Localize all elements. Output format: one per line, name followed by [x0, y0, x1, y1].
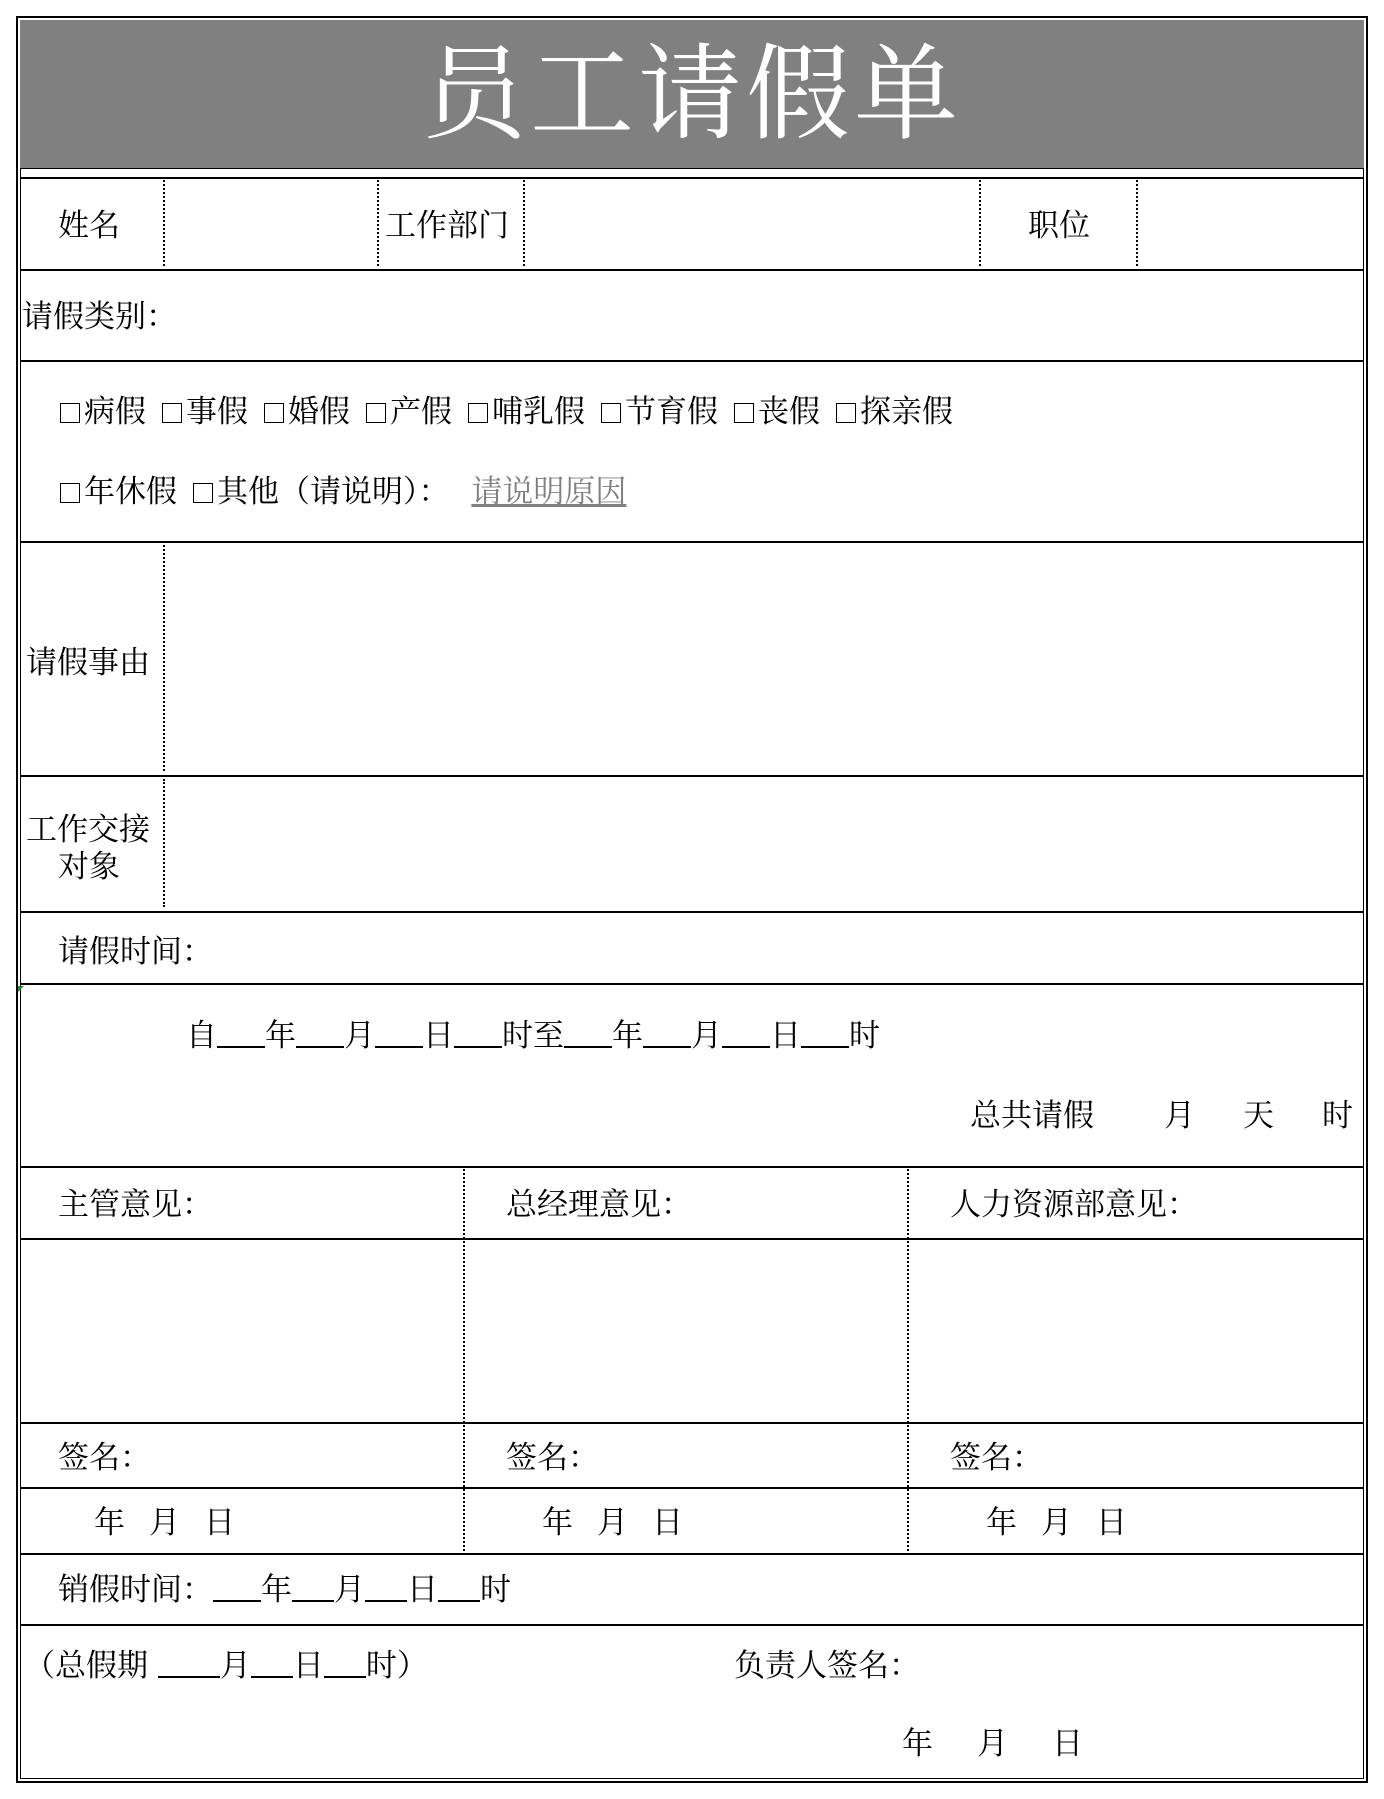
- checkbox-icon[interactable]: [162, 403, 182, 423]
- handover-label-line1: 工作交接: [26, 812, 150, 848]
- gm-opinion-label: 总经理意见：: [506, 1187, 692, 1223]
- hr-sign-label: 签名：: [950, 1440, 1043, 1476]
- total-period-line: （总假期 月 日 时）: [24, 1648, 428, 1684]
- responsible-sign-label: 负责人签名：: [734, 1648, 920, 1684]
- checkbox-icon[interactable]: [468, 403, 488, 423]
- dotted-divider: [907, 1169, 909, 1551]
- option-personal-leave[interactable]: 事假: [162, 392, 248, 432]
- option-marriage-leave[interactable]: 婚假: [264, 392, 350, 432]
- cell-marker: [18, 986, 24, 992]
- checkbox-icon[interactable]: [60, 403, 80, 423]
- gm-date: 年 月 日: [542, 1505, 683, 1541]
- checkbox-icon[interactable]: [366, 403, 386, 423]
- to-month-blank[interactable]: [643, 1016, 691, 1048]
- total-month-blank[interactable]: [158, 1646, 220, 1678]
- option-annual-leave[interactable]: 年休假: [60, 472, 177, 512]
- gm-sign-label: 签名：: [506, 1440, 599, 1476]
- checkbox-icon[interactable]: [60, 483, 80, 503]
- cancel-year-blank[interactable]: [213, 1570, 261, 1602]
- cancel-day-blank[interactable]: [365, 1570, 407, 1602]
- title-banner: [20, 20, 1364, 169]
- divider: [20, 269, 1364, 271]
- leave-time-label: 请假时间：: [58, 934, 213, 970]
- leave-options-row-1: [60, 392, 969, 432]
- reason-label: 请假事由: [26, 645, 150, 681]
- from-month-blank[interactable]: [296, 1016, 344, 1048]
- option-sick-leave[interactable]: 病假: [60, 392, 146, 432]
- to-day-blank[interactable]: [722, 1016, 770, 1048]
- divider: [20, 1487, 1364, 1489]
- department-label: 工作部门: [385, 208, 509, 244]
- dotted-divider: [523, 180, 525, 266]
- other-reason-input[interactable]: 请说明原因: [471, 474, 627, 510]
- supervisor-sign-label: 签名：: [58, 1440, 151, 1476]
- option-birth-control-leave[interactable]: 节育假: [601, 392, 718, 432]
- cancel-leave-line: 销假时间： 年 月 日 时: [58, 1572, 511, 1608]
- divider: [20, 911, 1364, 913]
- handover-label-line2: 对象: [58, 849, 120, 885]
- divider: [20, 983, 1364, 985]
- supervisor-opinion-label: 主管意见：: [58, 1187, 213, 1223]
- divider: [20, 1624, 1364, 1626]
- divider: [20, 775, 1364, 777]
- form-title: 员工请假单: [421, 33, 962, 155]
- supervisor-date: 年 月 日: [94, 1505, 235, 1541]
- from-hour-blank[interactable]: [454, 1016, 502, 1048]
- dotted-divider: [163, 779, 165, 907]
- option-bereavement-leave[interactable]: 丧假: [734, 392, 820, 432]
- dotted-divider: [463, 1169, 465, 1551]
- checkbox-icon[interactable]: [734, 403, 754, 423]
- divider: [20, 360, 1364, 362]
- position-label: 职位: [1028, 208, 1090, 244]
- leave-options-row-2: [60, 472, 626, 512]
- name-label: 姓名: [58, 208, 120, 244]
- total-leave: 总共请假 月 天 时: [970, 1098, 1353, 1134]
- responsible-date: 年 月 日: [902, 1726, 1083, 1762]
- dotted-divider: [163, 545, 165, 771]
- checkbox-icon[interactable]: [601, 403, 621, 423]
- cancel-hour-blank[interactable]: [438, 1570, 480, 1602]
- divider: [20, 1166, 1364, 1168]
- leave-category-label: 请假类别：: [22, 299, 177, 335]
- checkbox-icon[interactable]: [836, 403, 856, 423]
- checkbox-icon[interactable]: [264, 403, 284, 423]
- to-year-blank[interactable]: [564, 1016, 612, 1048]
- divider: [20, 541, 1364, 543]
- dotted-divider: [1136, 180, 1138, 266]
- dotted-divider: [163, 180, 165, 266]
- hr-opinion-label: 人力资源部意见：: [950, 1187, 1198, 1223]
- divider: [20, 177, 1364, 179]
- from-year-blank[interactable]: [217, 1016, 265, 1048]
- option-family-visit-leave[interactable]: 探亲假: [836, 392, 953, 432]
- divider: [20, 1238, 1364, 1240]
- checkbox-icon[interactable]: [193, 483, 213, 503]
- option-other[interactable]: 其他（请说明）：: [193, 474, 450, 510]
- from-day-blank[interactable]: [375, 1016, 423, 1048]
- divider: [20, 1422, 1364, 1424]
- divider: [20, 1553, 1364, 1555]
- dotted-divider: [979, 180, 981, 266]
- dotted-divider: [377, 180, 379, 266]
- to-hour-blank[interactable]: [801, 1016, 849, 1048]
- option-nursing-leave[interactable]: 哺乳假: [468, 392, 585, 432]
- total-hour-blank[interactable]: [324, 1646, 366, 1678]
- cancel-month-blank[interactable]: [292, 1570, 334, 1602]
- option-maternity-leave[interactable]: 产假: [366, 392, 452, 432]
- total-day-blank[interactable]: [251, 1646, 293, 1678]
- leave-period-line: 自 年 月 日 时至 年 月 日 时: [186, 1018, 880, 1054]
- hr-date: 年 月 日: [986, 1505, 1127, 1541]
